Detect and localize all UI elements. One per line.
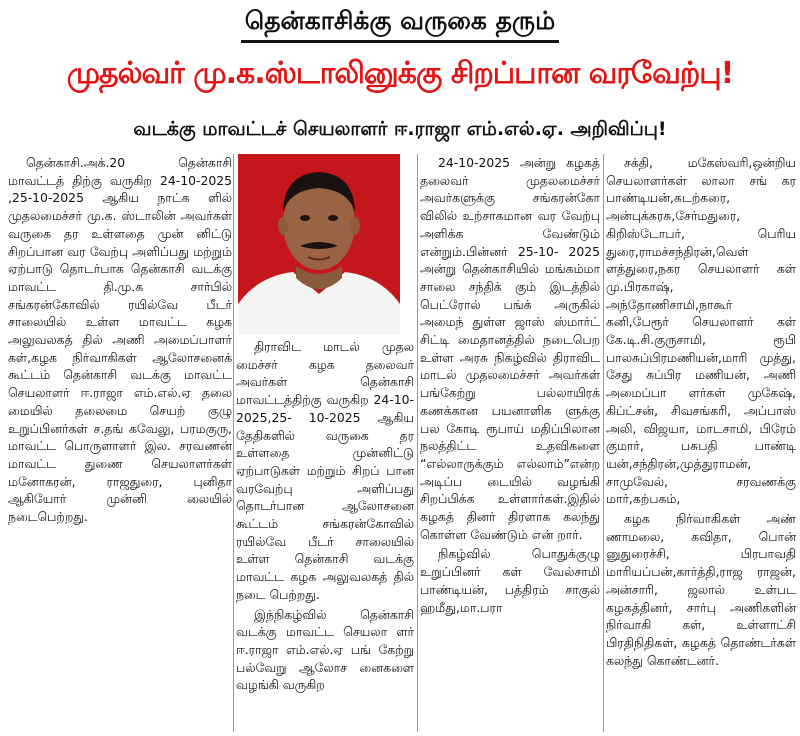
paragraph: திராவிட மாடல் முதல மைச்சர் கழக தலைவர் அவர்கள் தென்காசி மாவட்டத்திற்கு வருகிற 24-10-2025,25- 10-2025 ஆகிய தேதிகளில் வருகை தர உள்ளதை முன்னிட்டு ஏற்பாடுகள் மற்றும் சிறப் பான வரவேற்பு அளிப்பது தொடர்பான ஆலோசனை கூட்டம் சங்கரன்கோவில் ரயில்வே பீடர் சாலையில் உள்ள தென்காசி வடக்கு மாவட்ட கழக அலுவலகத் தில் நடை பெற்றது.: [236, 339, 414, 602]
paragraph: இந்நிகழ்வில் தென்காசி வடக்கு மாவட்ட செயலா ளர் ஈ.ராஜா எம்.எல்.ஏ பங் கேற்று பல்வேறு ஆலோச னைகளை வழங்கி வருகிற: [236, 606, 414, 693]
article-column-2: [236, 338, 414, 734]
article-column-4: [606, 154, 796, 734]
paragraph: தென்காசி.அக்.20 தென்காசி மாவட்டத் திற்கு வருகிற 24-10-2025 ,25-10-2025 ஆகிய நாட்க ளில் முதலமைச்சர் மு.க. ஸ்டாலின் அவர்கள் வருகை தர உள்ளதை முன் னிட்டு சிறப்பான வர வேற்பு அளிப்பது மற்றும் ஏற்பாடு தொடர்பாக தென்காசி வடக்கு மாவட்ட தி.மு.க சார்பில் சங்கரன்கோவில் ரயில்வே பீடர் சாலையில் உள்ள மாவட்ட கழக அலுவலகத் தில் அணி அமைப்பாளர் கள்,கழக நிர்வாகிகள் ஆலோசனைக் கூட்டம் தென்காசி வடக்கு மாவட்ட செயலாளர் ஈ.ராஜா எம்.எல்.ஏ தலை மையில் தலைமை செயற் குழு உறுப்பினர்கள் ச.தங் கவேலு, பரமகுரு, மாவட்ட பொருளாளர் இல. சரவணன் மாவட்ட துணை செயலாளர்கள் மனோகரன், ராஜதுரை, புனிதா ஆகியோர் முன்னி லையில் நடைபெற்றது.: [8, 155, 232, 525]
paragraph: கழக நிர்வாகிகள் அண் ணாமலை, கவிதா, பொன் னுதுரைச்சி, பிரபாவதி மாரியப்பன்,கார்த்தி,ராஜ ராஜன், அன்சாரி, ஜலால் உள்பட கழகத்தினர், சார்பு அணிகளின் நிர்வாகி கள், உள்ளாட்சி பிரதிநிதிகள், கழகத் தொண்டர்கள் கலந்து கொண்டனர்.: [606, 511, 796, 668]
portrait-photo: [238, 154, 400, 334]
column-rule: [233, 154, 234, 732]
paragraph: 24-10-2025 அன்று கழகத் தலைவர் முதலமைச்சர் அவர்களுக்கு சங்கரன்கோ விலில் உற்சாகமான வர வேற்பு அளிக்க வேண்டும் என்றும்.பின்னர் 25-10- 2025 அன்று தென்காசியில் மங்கம்மா சாலை சந்திக் கும் இடத்தில் பெட்ரோல் பங்க் அருகில் அமைந் துள்ள ஜாஸ் ஸ்மார்ட் சிட்டி மைதானத்தில் நடைபெற உள்ள அரசு நிகழ்வில் திராவிட மாடல் முதலமைச்சர் அவர்கள் பங்கேற்று பல்லாயிரக் கணக்கான பயனாளிக ளுக்கு பல கோடி ரூபாய் மதிப்பிலான நலத்திட்ட உதவிகளை “எல்லாருக்கும் எல்லாம்”என்ற அடிப்ப டையில் வழங்கி சிறப்பிக்க உள்ளார்கள்.இதில் கழகத் தினர் திரளாக கலந்து கொள்ள வேண்டும் என் றார்.: [420, 155, 600, 542]
kicker-text: தென்காசிக்கு வருகை தரும்: [241, 6, 559, 43]
column-rule: [417, 154, 418, 732]
paragraph: சக்தி, மகேஸ்வரி,ஒன்றிய செயலாளர்கள் லாலா சங் கர பாண்டியன்,கடற்கரை, அன்புக்கரசு,சேர்மதுரை, கிறிஸ்டோபர், பெரிய துரை,ராமச்சந்திரன்,வெள் ளத்துரை,நகர செயலாளர் கள் மு.பிரகாஷ், அந்தோணிசாமி,நாகூர் கனி,பேரூர் செயலாளர் கள் கே.டி.சி.குருசாமி, ரூபி பாலசுப்பிரமணியன்,மாரி முத்து, சேது சுப்பிர மணியன், அணி அமைப்பா ளர்கள் முகேஷ், கிப்ட்சன், சிவசங்கரி, அப்பாஸ் அலி, விஜயா, மாடசாமி, பிரேம் குமார், பசுபதி பாண்டி யன்,சந்திரன்,முத்துராமன், சாமுவேல், சரவணக்கு மார்,கற்பகம்,: [606, 155, 796, 507]
portrait-illustration: [238, 154, 400, 334]
column-rule: [603, 154, 604, 732]
subheadline: வடக்கு மாவட்டச் செயலாளர் ஈ.ராஜா எம்.எல்.ஏ. அறிவிப்பு!: [133, 118, 667, 140]
kicker: [0, 6, 800, 43]
paragraph: நிகழ்வில் பொதுக்குழு உறுப்பினர் கள் வேல்சாமி பாண்டியன், பத்திரம் சாகுல் ஹமீது,மா.பரா: [420, 546, 600, 615]
article-column-1: [8, 154, 232, 734]
headline: முதல்வர் மு.க.ஸ்டாலினுக்கு சிறப்பான வரவேற்பு!: [66, 56, 734, 91]
article-column-3: [420, 154, 600, 734]
